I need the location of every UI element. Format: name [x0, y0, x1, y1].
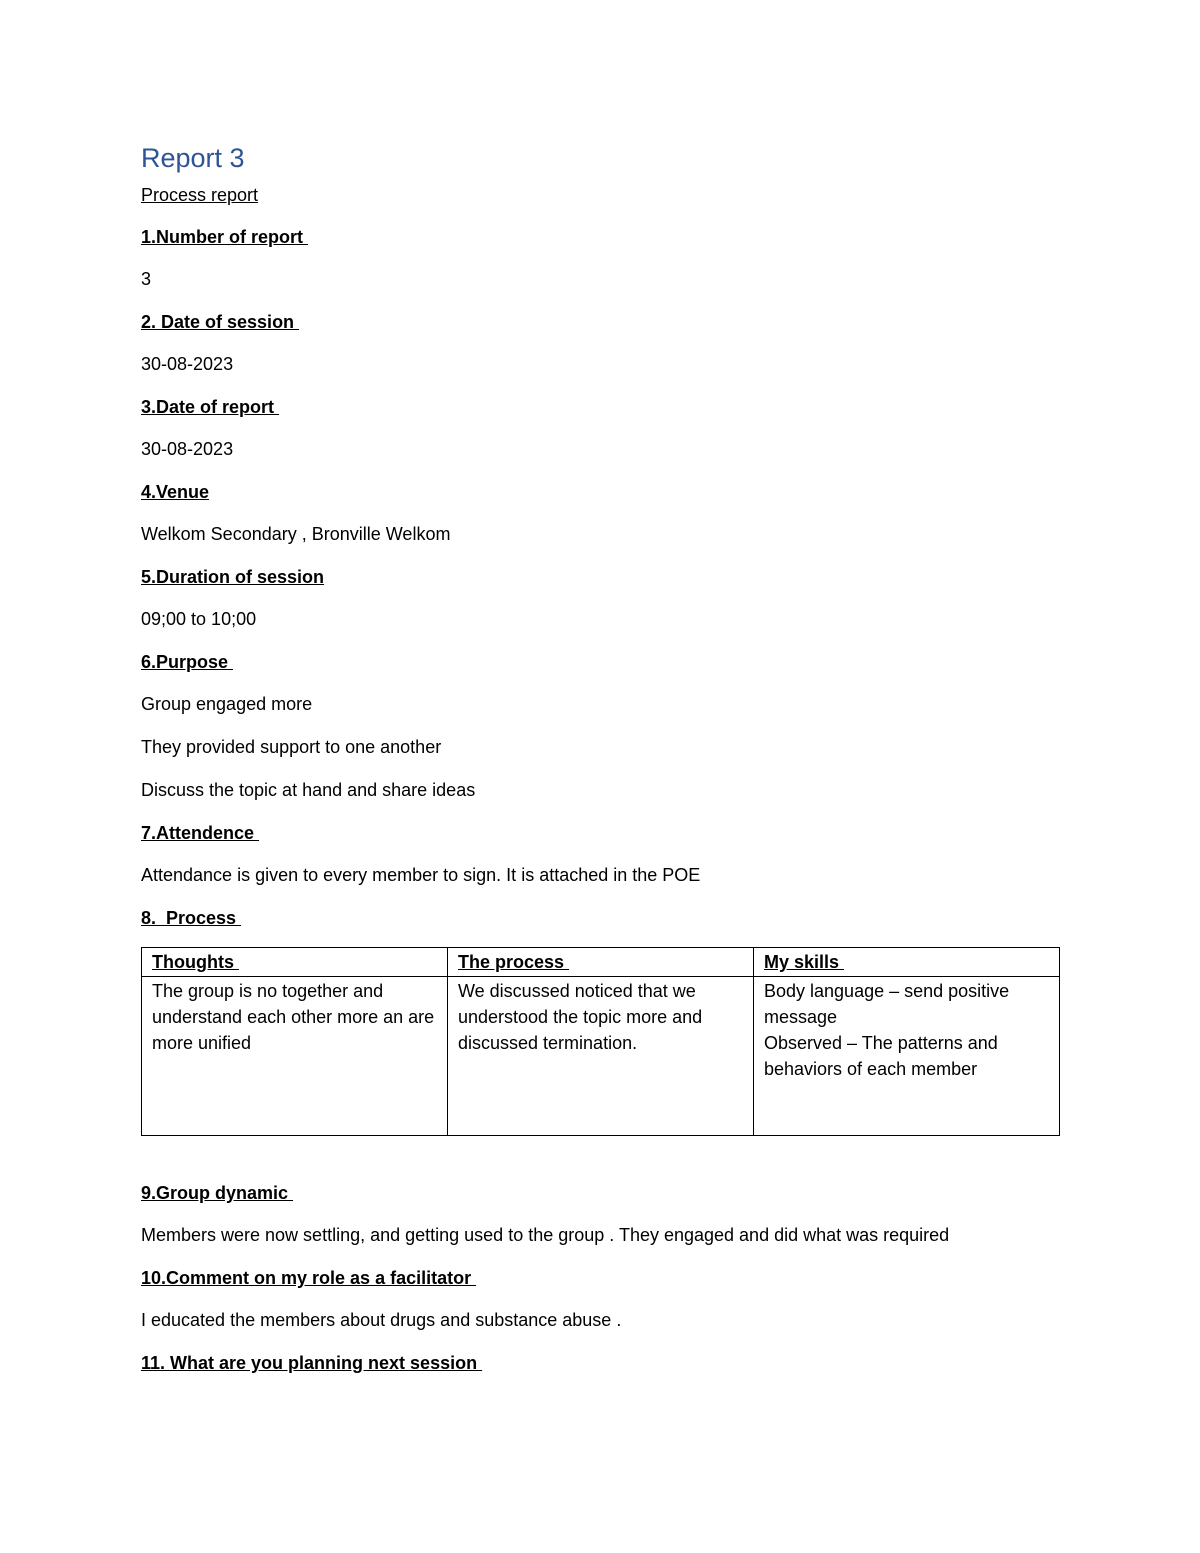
purpose-line: They provided support to one another — [141, 737, 442, 757]
venue-heading: 4.Venue — [141, 482, 210, 502]
thoughts-column-header: Thoughts — [142, 948, 448, 977]
next-session-heading: 11. What are you planning next session — [141, 1353, 483, 1373]
thoughts-cell: The group is no together and understand each other more an are more unified — [142, 977, 448, 1136]
skill-item: Observed – The patterns and behaviors of each member — [764, 1033, 998, 1079]
date-of-session-heading: 2. Date of session — [141, 312, 300, 332]
attendence-heading: 7.Attendence — [141, 823, 260, 843]
purpose-line: Group engaged more — [141, 694, 313, 714]
duration-heading: 5.Duration of session — [141, 567, 325, 587]
facilitator-role-value: I educated the members about drugs and substance abuse . — [141, 1310, 622, 1330]
duration-value: 09;00 to 10;00 — [141, 609, 257, 629]
skills-cell — [754, 977, 1060, 1136]
facilitator-role-heading: 10.Comment on my role as a facilitator — [141, 1268, 477, 1288]
date-of-report-value: 30-08-2023 — [141, 439, 234, 459]
process-table-header-row — [142, 948, 1060, 977]
skills-column-header: My skills — [754, 948, 1060, 977]
number-of-report-value: 3 — [141, 269, 152, 289]
process-table-row — [142, 977, 1060, 1136]
report-title: Report 3 — [141, 143, 245, 173]
purpose-heading: 6.Purpose — [141, 652, 234, 672]
document-page — [141, 140, 1059, 1392]
group-dynamic-heading: 9.Group dynamic — [141, 1183, 294, 1203]
process-heading: 8. Process — [141, 908, 242, 928]
process-cell: We discussed noticed that we understood the topic more and discussed termination. — [448, 977, 754, 1136]
process-table — [141, 947, 1060, 1136]
date-of-session-value: 30-08-2023 — [141, 354, 234, 374]
skill-item: Body language – send positive message — [764, 981, 1010, 1027]
process-column-header: The process — [448, 948, 754, 977]
purpose-line: Discuss the topic at hand and share ideas — [141, 780, 476, 800]
venue-value: Welkom Secondary , Bronville Welkom — [141, 524, 451, 544]
number-of-report-heading: 1.Number of report — [141, 227, 309, 247]
attendence-value: Attendance is given to every member to sign. It is attached in the POE — [141, 865, 701, 885]
group-dynamic-value: Members were now settling, and getting used to the group . They engaged and did what was required — [141, 1225, 950, 1245]
report-subtitle: Process report — [141, 185, 259, 205]
date-of-report-heading: 3.Date of report — [141, 397, 280, 417]
